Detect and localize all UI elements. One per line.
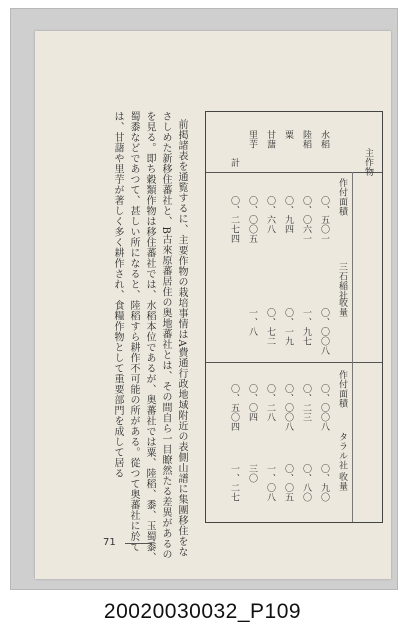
table-cell: 〇、〇四 — [247, 384, 257, 422]
table-cell: 〇、〇六一 — [301, 196, 311, 244]
table-cell: 〇、〇〇八 — [319, 384, 329, 432]
table-cell: 〇、九四 — [283, 196, 293, 234]
table-row-name: 甘藷 — [265, 130, 275, 149]
table-row-name: 陸稻 — [301, 130, 311, 149]
table-header-area: 作付面積 — [337, 178, 347, 216]
table-cell: 一、九七 — [301, 308, 311, 346]
table-cell: 一、二七 — [229, 464, 239, 502]
table-cell: 〇、〇〇五 — [247, 196, 257, 244]
body-text-column: 前掲諸表を通覧するに、主要作物の栽培事情はA費通行政地域附近の表側山譜に集團移住をな — [176, 119, 187, 558]
table-cell: 〇、二三 — [301, 384, 311, 422]
body-text-column: 蜀黍などであつて、甚しい所になると、陸稻すら耕作不可能の所がある。從つて奥蕃社に於て — [128, 111, 139, 552]
body-text-column: は、甘藷や里芋が著しく多く耕作され、食糧作物として重要部門を成して居る — [112, 111, 123, 479]
table-header-group1: 三石稲社 — [337, 262, 347, 300]
table-cell: 一、〇八 — [265, 464, 275, 502]
table-header-yield-2: 收量 — [337, 472, 347, 491]
table-header-area-2: 作付面積 — [337, 370, 347, 408]
table-cell: 〇、一九 — [283, 308, 293, 346]
table-cell: 〇、七二 — [265, 308, 275, 346]
scan-frame — [10, 8, 398, 590]
table-row-name: 粟 — [283, 130, 293, 140]
crop-table — [205, 111, 383, 523]
table-row-name: 計 — [229, 158, 239, 168]
table-header-crop: 主作物 — [363, 148, 373, 177]
table-cell: 〇、〇〇八 — [319, 308, 329, 356]
table-cell: 〇、八〇 — [301, 464, 311, 502]
table-cell: 一、八 — [247, 308, 257, 337]
table-cell: 〇、〇〇八 — [283, 384, 293, 432]
table-row-name: 里芋 — [247, 130, 257, 149]
table-header-group2: タラル社 — [337, 432, 347, 470]
table-header-yield: 收量 — [337, 298, 347, 317]
table-cell: 〇、五〇四 — [229, 384, 239, 432]
table-cell: 〇、九〇 — [319, 464, 329, 502]
table-row-name: 水稻 — [319, 130, 329, 149]
table-cell: 三〇 — [247, 464, 257, 483]
table-cell: 〇、二八 — [265, 384, 275, 422]
table-cell: 〇、六八 — [265, 196, 275, 234]
body-text-column: さしめた新移住蕃社と、B古來原蕃居住の奥地蕃社とは、その間自ら一目瞭然たる差異があるの — [160, 111, 171, 560]
table-cell: 〇、〇五 — [283, 464, 293, 502]
book-page — [35, 31, 391, 579]
table-cell: 〇、五〇一 — [319, 196, 329, 244]
page-number: 71 — [103, 537, 116, 548]
body-text-column: を見る。即ち穀類作物は移住蕃社では、水稻本位であるが、奥蕃社では粟、陸稻、黍、玉蜀黍、 — [144, 111, 155, 563]
table-cell: 〇、二七四 — [229, 196, 239, 244]
page-number-dash — [125, 543, 151, 544]
image-caption: 20020030032_P109 — [103, 600, 302, 623]
